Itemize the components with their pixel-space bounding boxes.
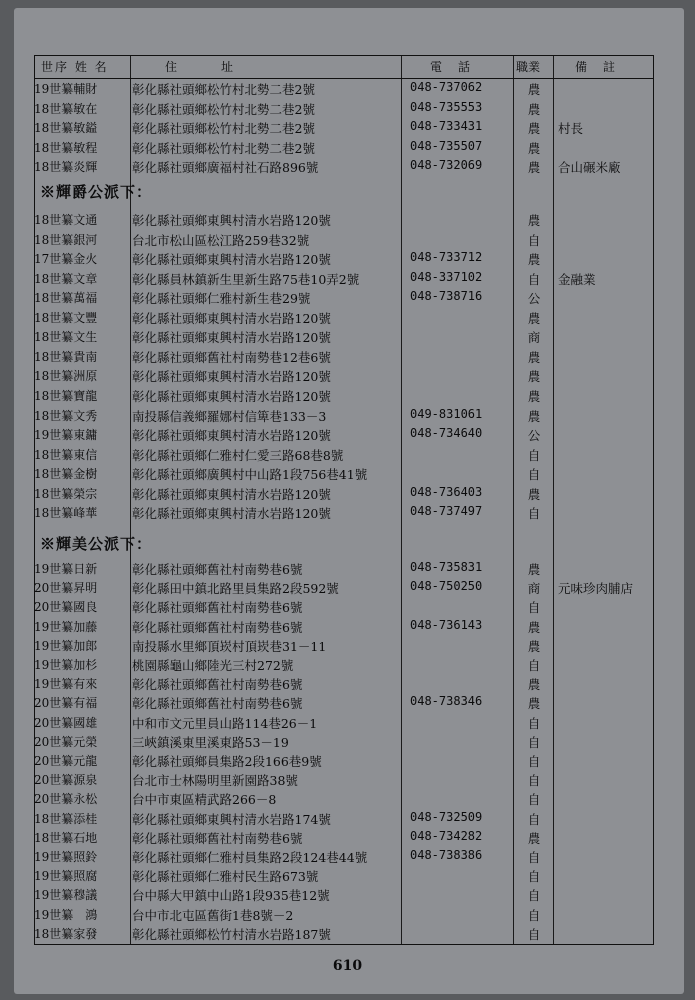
phone-cell: 048-733712 (410, 250, 483, 265)
address-cell: 彰化縣社頭鄉東興村清水岩路120號 (132, 330, 331, 346)
occupation-cell: 農 (527, 562, 541, 577)
table-row (34, 656, 654, 675)
member-name: 18世纂添桂 (34, 811, 98, 826)
occupation-cell: 農 (527, 349, 541, 365)
address-cell: 彰化縣社頭鄉仁雅村新生巷29號 (132, 291, 311, 307)
occupation-cell: 自 (527, 715, 541, 731)
occupation-cell: 自 (527, 754, 541, 769)
address-cell: 彰化縣社頭鄉廣福村社石路896號 (132, 160, 319, 175)
member-name: 19世纂加杉 (34, 658, 98, 672)
member-name: 20世纂昇明 (34, 581, 98, 596)
page-number: 610 (332, 958, 363, 974)
member-name: 18世纂萬福 (34, 291, 98, 306)
address-cell: 彰化縣社頭鄉舊社村南勢巷6號 (132, 600, 303, 616)
table-row (34, 733, 654, 752)
table-row (34, 637, 654, 656)
table-row (34, 270, 654, 289)
member-name: 18世纂峰華 (34, 506, 98, 521)
table-row (34, 694, 654, 713)
phone-cell: 048-732509 (410, 809, 483, 824)
table-row (34, 80, 654, 99)
table-row (34, 446, 654, 465)
table-row (34, 211, 654, 230)
occupation-cell: 農 (527, 213, 541, 228)
member-name: 18世纂敏程 (34, 140, 98, 155)
address-cell: 彰化縣社頭鄉舊社村南勢巷6號 (132, 619, 303, 635)
phone-cell: 049-831061 (410, 406, 483, 421)
address-cell: 中和市文元里員山路114巷26－1 (132, 715, 318, 731)
address-cell: 彰化縣社頭鄉松竹村北勢二巷2號 (132, 121, 315, 136)
address-cell: 彰化縣社頭鄉東興村清水岩路120號 (132, 252, 331, 268)
member-name: 20世纂有福 (34, 696, 98, 711)
table-row (34, 771, 654, 790)
table-row (34, 309, 654, 328)
member-name: 18世纂家發 (34, 926, 98, 941)
occupation-cell: 自 (527, 734, 541, 750)
address-cell: 彰化縣社頭鄉舊社村南勢巷6號 (132, 696, 303, 712)
member-name: 18世纂寶龍 (34, 388, 98, 403)
table-row (34, 848, 654, 867)
table-row (34, 886, 654, 905)
phone-cell: 048-738346 (410, 694, 483, 709)
occupation-cell: 商 (527, 330, 541, 346)
table-row (34, 560, 654, 579)
member-name: 19世纂穆議 (34, 888, 98, 903)
member-name: 18世纂金樹 (34, 467, 98, 482)
phone-cell: 048-738716 (410, 289, 483, 304)
address-cell: 彰化縣社頭鄉舊社村南勢巷6號 (132, 562, 303, 577)
table-row (34, 810, 654, 829)
table-row (34, 328, 654, 347)
note-cell: 元味珍肉脯店 (558, 581, 634, 597)
table-row (34, 465, 654, 484)
member-name: 19世纂加郎 (34, 638, 98, 653)
occupation-cell: 農 (527, 121, 541, 136)
member-name: 18世纂文生 (34, 330, 98, 345)
occupation-cell: 公 (527, 291, 541, 307)
table-row (34, 158, 654, 177)
table-row (34, 485, 654, 504)
address-cell: 彰化縣社頭鄉舊社村南勢巷12巷6號 (132, 349, 331, 365)
address-cell: 彰化縣社頭鄉仁雅村仁愛三路68巷8號 (132, 447, 344, 463)
section-title-huijue: ※輝爵公派下： (40, 183, 153, 201)
occupation-cell: 自 (527, 926, 541, 942)
occupation-cell: 自 (527, 850, 541, 865)
address-cell: 彰化縣社頭鄉仁雅村員集路2段124巷44號 (132, 850, 368, 865)
occupation-cell: 農 (527, 408, 541, 424)
occupation-cell: 自 (527, 447, 541, 463)
table-row (34, 250, 654, 269)
member-name: 19世纂東鏞 (34, 428, 98, 443)
header-occupation: 職業 (516, 60, 541, 74)
occupation-cell: 農 (527, 638, 541, 654)
member-name: 19世纂有來 (34, 677, 98, 692)
member-name: 18世纂貴南 (34, 349, 98, 364)
member-name: 18世纂敏鎰 (34, 121, 98, 135)
table-row (34, 367, 654, 386)
occupation-cell: 農 (527, 619, 541, 635)
address-cell: 三峽鎮溪東里溪東路53－19 (132, 734, 289, 750)
member-name: 20世纂元榮 (34, 734, 98, 749)
member-name: 18世纂榮宗 (34, 486, 98, 501)
address-cell: 彰化縣社頭鄉東興村清水岩路174號 (132, 811, 331, 827)
phone-cell: 048-734282 (410, 828, 483, 843)
address-cell: 南投縣信義鄉羅娜村信箄巷133－3 (132, 408, 327, 424)
phone-cell: 048-337102 (410, 269, 483, 284)
table-row (34, 925, 654, 944)
occupation-cell: 農 (527, 140, 541, 156)
member-name: 19世纂 鴻 (34, 907, 98, 922)
occupation-cell: 農 (527, 486, 541, 502)
address-cell: 彰化縣社頭鄉東興村清水岩路120號 (132, 310, 331, 326)
note-cell: 合山碾米廠 (558, 160, 621, 175)
member-name: 18世纂炎輝 (34, 160, 98, 174)
address-cell: 彰化縣社頭鄉東興村清水岩路120號 (132, 369, 331, 385)
member-name: 18世纂石地 (34, 830, 98, 845)
member-name: 18世纂文豐 (34, 310, 98, 325)
table-row (34, 752, 654, 771)
member-name: 19世纂輔財 (34, 82, 98, 96)
phone-cell: 048-735507 (410, 138, 483, 153)
occupation-cell: 自 (527, 467, 541, 483)
address-cell: 台中市北屯區舊街1巷8號－2 (132, 907, 294, 923)
address-cell: 彰化縣社頭鄉東興村清水岩路120號 (132, 506, 331, 522)
occupation-cell: 農 (527, 696, 541, 712)
member-name: 18世纂文秀 (34, 408, 98, 423)
member-name: 19世纂照腐 (34, 869, 98, 884)
note-cell: 金融業 (558, 271, 596, 287)
phone-cell: 048-735831 (410, 560, 483, 574)
address-cell: 彰化縣社頭鄉東興村清水岩路120號 (132, 486, 331, 502)
address-cell: 彰化縣社頭鄉松竹村北勢二巷2號 (132, 140, 315, 156)
address-cell: 彰化縣社頭鄉東興村清水岩路120號 (132, 428, 331, 444)
table-row (34, 407, 654, 426)
table-row (34, 231, 654, 250)
member-name: 18世纂文章 (34, 271, 98, 286)
phone-cell: 048-732069 (410, 158, 483, 172)
table-row (34, 348, 654, 367)
table-row (34, 504, 654, 523)
phone-cell: 048-735553 (410, 99, 483, 114)
occupation-cell: 農 (527, 369, 541, 385)
member-name: 20世纂國良 (34, 600, 98, 615)
member-name: 19世纂加藤 (34, 619, 98, 634)
phone-cell: 048-734640 (410, 426, 483, 441)
section-title-huimei: ※輝美公派下： (40, 535, 153, 553)
table-row (34, 906, 654, 925)
phone-cell: 048-737062 (410, 80, 483, 94)
note-cell: 村長 (558, 121, 584, 136)
table-row (34, 139, 654, 158)
occupation-cell: 農 (527, 310, 541, 326)
occupation-cell: 農 (527, 160, 541, 175)
member-name: 20世纂元龍 (34, 754, 98, 768)
occupation-cell: 自 (527, 907, 541, 923)
member-name: 18世纂洲原 (34, 369, 98, 384)
address-cell: 彰化縣社頭鄉舊社村南勢巷6號 (132, 830, 303, 846)
address-cell: 桃園縣龜山鄉陸光三村272號 (132, 658, 294, 673)
occupation-cell: 農 (527, 677, 541, 693)
address-cell: 彰化縣社頭鄉東興村清水岩路120號 (132, 213, 331, 228)
table-row (34, 387, 654, 406)
address-cell: 彰化縣社頭鄉舊社村南勢巷6號 (132, 677, 303, 693)
member-name: 18世纂敏在 (34, 101, 98, 116)
phone-cell: 048-750250 (410, 579, 483, 594)
table-row (34, 579, 654, 598)
address-cell: 彰化縣社頭鄉松竹村清水岩路187號 (132, 926, 331, 942)
table-row (34, 100, 654, 119)
occupation-cell: 農 (527, 252, 541, 268)
address-cell: 彰化縣社頭鄉松竹村北勢二巷2號 (132, 101, 315, 117)
address-cell: 台北市士林陽明里新園路38號 (132, 773, 298, 789)
address-cell: 彰化縣社頭鄉廣興村中山路1段756巷41號 (132, 467, 368, 483)
occupation-cell: 農 (527, 82, 541, 97)
occupation-cell: 自 (527, 811, 541, 827)
occupation-cell: 自 (527, 658, 541, 673)
table-row (34, 618, 654, 637)
address-cell: 彰化縣田中鎮北路里員集路2段592號 (132, 581, 339, 597)
member-name: 19世纂日新 (34, 562, 98, 576)
member-name: 18世纂東信 (34, 447, 98, 462)
header-note: 備 註 (575, 60, 618, 74)
table-row (34, 675, 654, 694)
table-row (34, 289, 654, 308)
table-row (34, 598, 654, 617)
occupation-cell: 農 (527, 388, 541, 404)
table-row (34, 119, 654, 138)
occupation-cell: 自 (527, 888, 541, 904)
occupation-cell: 自 (527, 232, 541, 248)
member-name: 19世纂照鈴 (34, 850, 98, 864)
phone-cell: 048-736403 (410, 484, 483, 499)
header-address: 住 址 (165, 60, 236, 74)
phone-cell: 048-738386 (410, 848, 483, 862)
phone-cell: 048-733431 (410, 119, 483, 133)
occupation-cell: 自 (527, 506, 541, 522)
address-cell: 台中縣大甲鎮中山路1段935巷12號 (132, 888, 330, 904)
address-cell: 彰化縣社頭鄉員集路2段166巷9號 (132, 754, 322, 769)
address-cell: 彰化縣社頭鄉東興村清水岩路120號 (132, 388, 331, 404)
occupation-cell: 商 (527, 581, 541, 597)
member-name: 20世纂源泉 (34, 773, 98, 788)
header-name: 世序 姓 名 (41, 60, 109, 74)
table-row (34, 790, 654, 809)
address-cell: 彰化縣社頭鄉松竹村北勢二巷2號 (132, 82, 315, 97)
member-name: 20世纂永松 (34, 792, 98, 807)
member-name: 17世纂金火 (34, 252, 98, 267)
table-row (34, 829, 654, 848)
table-row (34, 426, 654, 445)
member-name: 18世纂文通 (34, 213, 98, 227)
occupation-cell: 自 (527, 869, 541, 885)
header-phone: 電 話 (430, 60, 473, 74)
address-cell: 彰化縣社頭鄉仁雅村民生路673號 (132, 869, 319, 885)
occupation-cell: 自 (527, 792, 541, 808)
address-cell: 南投縣水里鄉頂崁村頂崁巷31－11 (132, 638, 327, 654)
occupation-cell: 自 (527, 600, 541, 616)
occupation-cell: 農 (527, 830, 541, 846)
member-name: 20世纂國雄 (34, 715, 98, 730)
occupation-cell: 公 (527, 428, 541, 444)
phone-cell: 048-737497 (410, 504, 483, 519)
phone-cell: 048-736143 (410, 617, 483, 632)
table-row (34, 714, 654, 733)
occupation-cell: 自 (527, 773, 541, 789)
address-cell: 台北市松山區松江路259巷32號 (132, 232, 310, 248)
address-cell: 台中市東區精武路266－8 (132, 792, 277, 808)
table-row (34, 867, 654, 886)
member-name: 18世纂銀河 (34, 232, 98, 247)
occupation-cell: 農 (527, 101, 541, 117)
address-cell: 彰化縣員林鎮新生里新生路75巷10弄2號 (132, 271, 360, 287)
header-rule (35, 78, 653, 79)
occupation-cell: 自 (527, 271, 541, 287)
